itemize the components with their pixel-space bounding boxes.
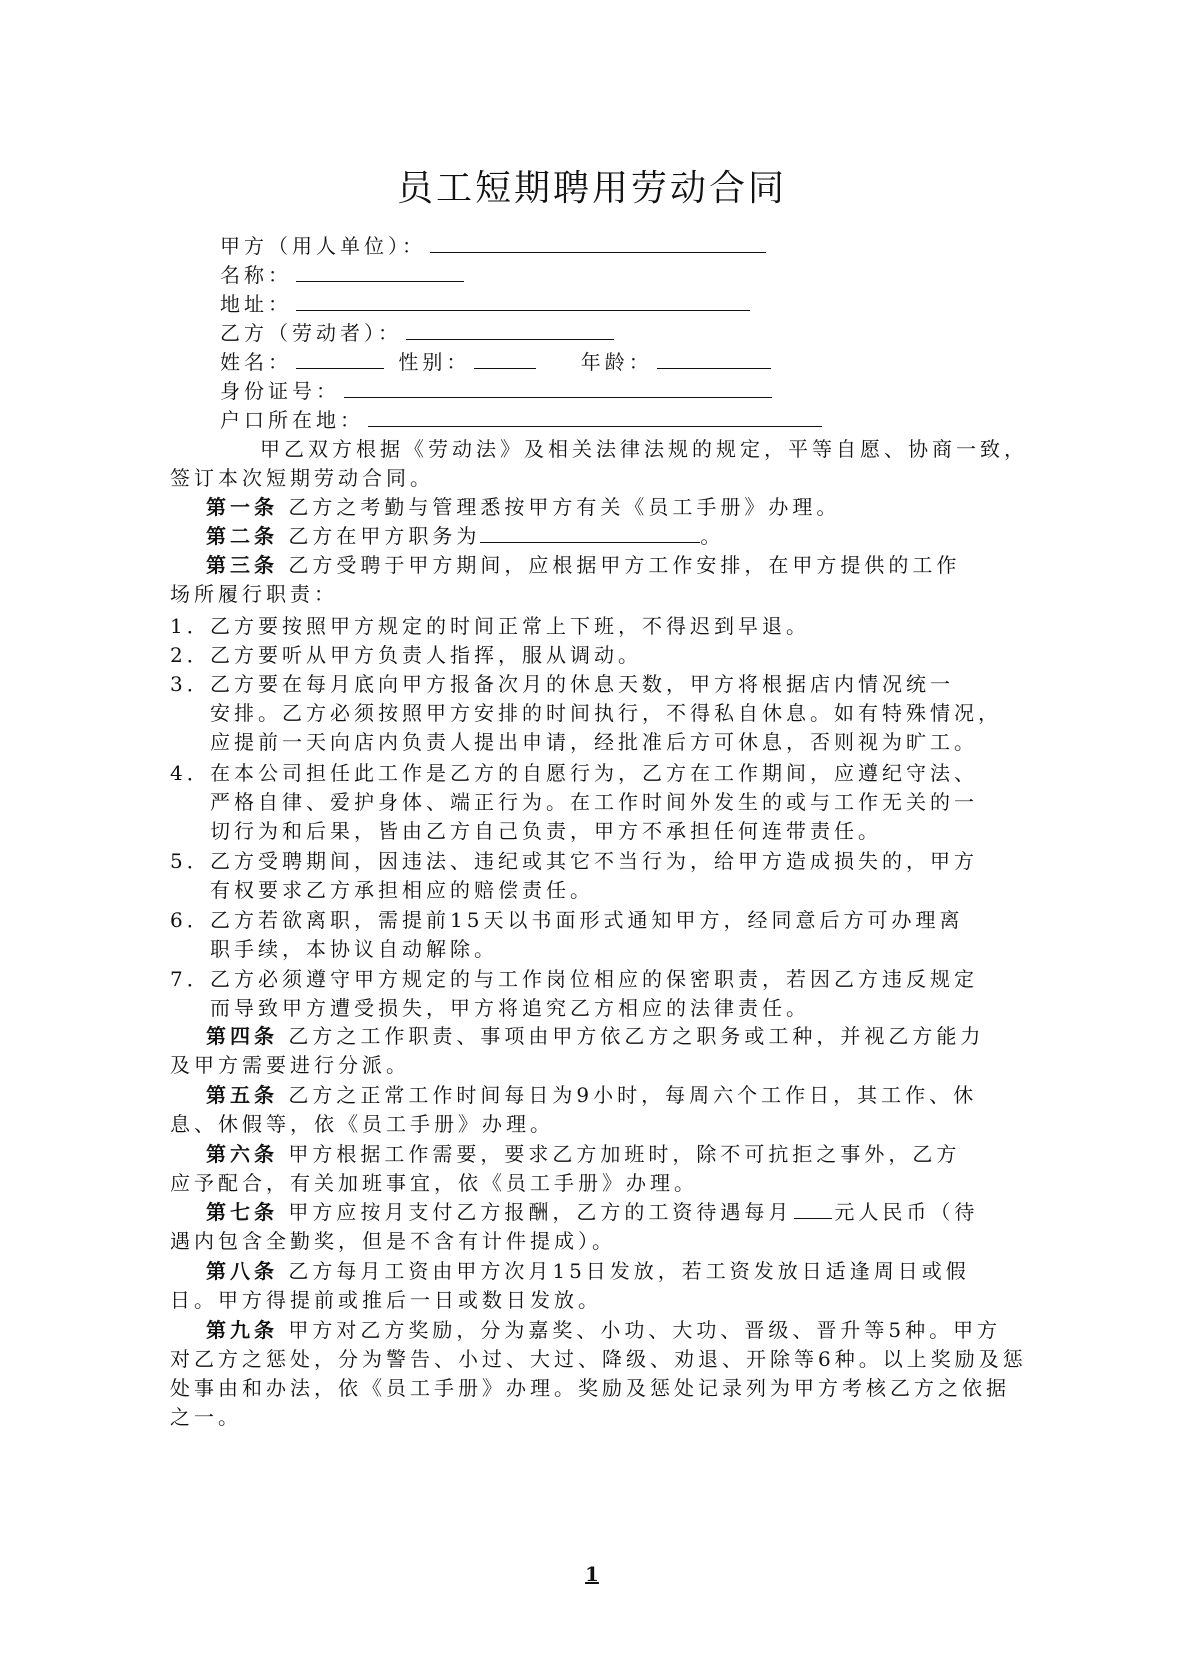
item-2-line-1: 乙方要听从甲方负责人指挥，服从调动。 xyxy=(210,643,642,667)
address-row xyxy=(220,292,754,316)
article-9 xyxy=(206,1318,1001,1342)
id-label: 身份证号： xyxy=(220,379,340,403)
name-field[interactable] xyxy=(296,263,464,282)
article-4 xyxy=(206,1024,984,1048)
article-7-text2: 元人民币（待 xyxy=(834,1200,979,1224)
article-7-label: 第七条 xyxy=(206,1200,278,1224)
article-2-text: 乙方在甲方职务为 xyxy=(288,524,481,548)
id-row xyxy=(220,379,776,403)
article-7 xyxy=(206,1200,978,1224)
article-3 xyxy=(206,553,960,577)
item-4-line-3: 切行为和后果，皆由乙方自己负责，甲方不承担任何连带责任。 xyxy=(210,819,882,843)
article-6-cont: 应予配合，有关加班事宜，依《员工手册》办理。 xyxy=(170,1171,698,1195)
intro-line-1: 甲乙双方根据《劳动法》及相关法律法规的规定，平等自愿、协商一致， xyxy=(260,437,1028,461)
document-title: 员工短期聘用劳动合同 xyxy=(396,168,787,209)
party-a-field[interactable] xyxy=(430,234,766,253)
item-5-line-2: 有权要求乙方承担相应的赔偿责任。 xyxy=(210,878,594,902)
article-8 xyxy=(206,1259,970,1283)
item-5-num: 5． xyxy=(170,849,211,873)
item-6-line-2: 职手续，本协议自动解除。 xyxy=(210,937,498,961)
article-7-text: 甲方应按月支付乙方报酬，乙方的工资待遇每月 xyxy=(288,1200,793,1224)
item-4-line-1: 在本公司担任此工作是乙方的自愿行为，乙方在工作期间，应遵纪守法、 xyxy=(210,761,978,785)
article-7-cont: 遇内包含全勤奖，但是不含有计件提成）。 xyxy=(170,1229,616,1253)
article-2-tail: 。 xyxy=(700,524,725,548)
hukou-label: 户口所在地： xyxy=(220,408,364,432)
article-4-label: 第四条 xyxy=(206,1024,278,1048)
article-5 xyxy=(206,1083,977,1107)
article-2-label: 第二条 xyxy=(206,524,278,548)
item-3-line-1: 乙方要在每月底向甲方报备次月的休息天数，甲方将根据店内情况统一 xyxy=(210,672,954,696)
item-6-line-1: 乙方若欲离职，需提前15天以书面形式通知甲方，经同意后方可办理离 xyxy=(210,908,964,932)
hukou-field[interactable] xyxy=(368,408,822,427)
article-3-cont: 场所履行职责： xyxy=(170,582,338,606)
article-6-label: 第六条 xyxy=(206,1142,278,1166)
gender-field[interactable] xyxy=(474,350,536,369)
address-label: 地址： xyxy=(220,292,292,316)
item-3-line-2: 安排。乙方必须按照甲方安排的时间执行，不得私自休息。如有特殊情况， xyxy=(210,701,1002,725)
article-5-label: 第五条 xyxy=(206,1083,278,1107)
article-8-text: 乙方每月工资由甲方次月15日发放，若工资发放日适逢周日或假 xyxy=(288,1259,970,1283)
party-a-row xyxy=(220,234,770,258)
article-9-label: 第九条 xyxy=(206,1318,278,1342)
article-5-text: 乙方之正常工作时间每日为9小时，每周六个工作日，其工作、休 xyxy=(288,1083,978,1107)
item-6-num: 6． xyxy=(170,908,211,932)
xingming-field[interactable] xyxy=(296,350,384,369)
article-1-label: 第一条 xyxy=(206,495,278,519)
item-1-num: 1． xyxy=(170,614,211,638)
item-3-num: 3． xyxy=(170,672,211,696)
article-3-label: 第三条 xyxy=(206,553,278,577)
id-field[interactable] xyxy=(344,379,772,398)
article-4-cont: 及甲方需要进行分派。 xyxy=(170,1053,410,1077)
article-5-cont: 息、休假等，依《员工手册》办理。 xyxy=(170,1112,554,1136)
item-3-line-3: 应提前一天向店内负责人提出申请，经批准后方可休息，否则视为旷工。 xyxy=(210,730,978,754)
hukou-row xyxy=(220,408,826,432)
page-number: 1 xyxy=(585,1562,599,1586)
gender-label: 性别： xyxy=(398,350,471,374)
article-1-text: 乙方之考勤与管理悉按甲方有关《员工手册》办理。 xyxy=(288,495,841,519)
name-row xyxy=(220,263,468,287)
item-7-line-1: 乙方必须遵守甲方规定的与工作岗位相应的保密职责，若因乙方违反规定 xyxy=(210,967,978,991)
article-2 xyxy=(206,524,724,548)
party-b-row xyxy=(220,321,618,345)
xingming-label: 姓名： xyxy=(220,350,292,374)
party-b-field[interactable] xyxy=(406,321,614,340)
article-8-cont: 日。甲方得提前或推后一日或数日发放。 xyxy=(170,1288,602,1312)
position-field[interactable] xyxy=(480,524,700,543)
article-6 xyxy=(206,1142,960,1166)
item-1-line-1: 乙方要按照甲方规定的时间正常上下班，不得迟到早退。 xyxy=(210,614,810,638)
item-5-line-1: 乙方受聘期间，因违法、违纪或其它不当行为，给甲方造成损失的，甲方 xyxy=(210,849,978,873)
item-7-num: 7． xyxy=(170,967,211,991)
article-9-cont-3: 之一。 xyxy=(170,1405,242,1429)
article-9-cont-1: 对乙方之惩处，分为警告、小过、大过、降级、劝退、开除等6种。以上奖励及惩 xyxy=(170,1347,1027,1371)
party-a-label: 甲方（用人单位）： xyxy=(220,234,426,258)
age-field[interactable] xyxy=(657,350,771,369)
item-2-num: 2． xyxy=(170,643,211,667)
item-4-line-2: 严格自律、爱护身体、端正行为。在工作时间外发生的或与工作无关的一 xyxy=(210,790,978,814)
age-label: 年龄： xyxy=(580,350,653,374)
article-9-cont-2: 处事由和办法，依《员工手册》办理。奖励及惩处记录列为甲方考核乙方之依据 xyxy=(170,1376,1010,1400)
item-4-num: 4． xyxy=(170,761,211,785)
salary-field[interactable] xyxy=(794,1200,832,1219)
intro-line-2: 签订本次短期劳动合同。 xyxy=(170,466,434,490)
address-field[interactable] xyxy=(296,292,750,311)
item-7-line-2: 而导致甲方遭受损失，甲方将追究乙方相应的法律责任。 xyxy=(210,996,810,1020)
personal-info-row xyxy=(220,350,775,374)
article-3-text: 乙方受聘于甲方期间，应根据甲方工作安排，在甲方提供的工作 xyxy=(288,553,961,577)
article-1 xyxy=(206,495,840,519)
party-b-label: 乙方（劳动者）： xyxy=(220,321,402,345)
article-4-text: 乙方之工作职责、事项由甲方依乙方之职务或工种，并视乙方能力 xyxy=(288,1024,985,1048)
article-8-label: 第八条 xyxy=(206,1259,278,1283)
article-9-text: 甲方对乙方奖励，分为嘉奖、小功、大功、晋级、晋升等5种。甲方 xyxy=(288,1318,1002,1342)
article-6-text: 甲方根据工作需要，要求乙方加班时，除不可抗拒之事外，乙方 xyxy=(288,1142,961,1166)
name-label: 名称： xyxy=(220,263,292,287)
